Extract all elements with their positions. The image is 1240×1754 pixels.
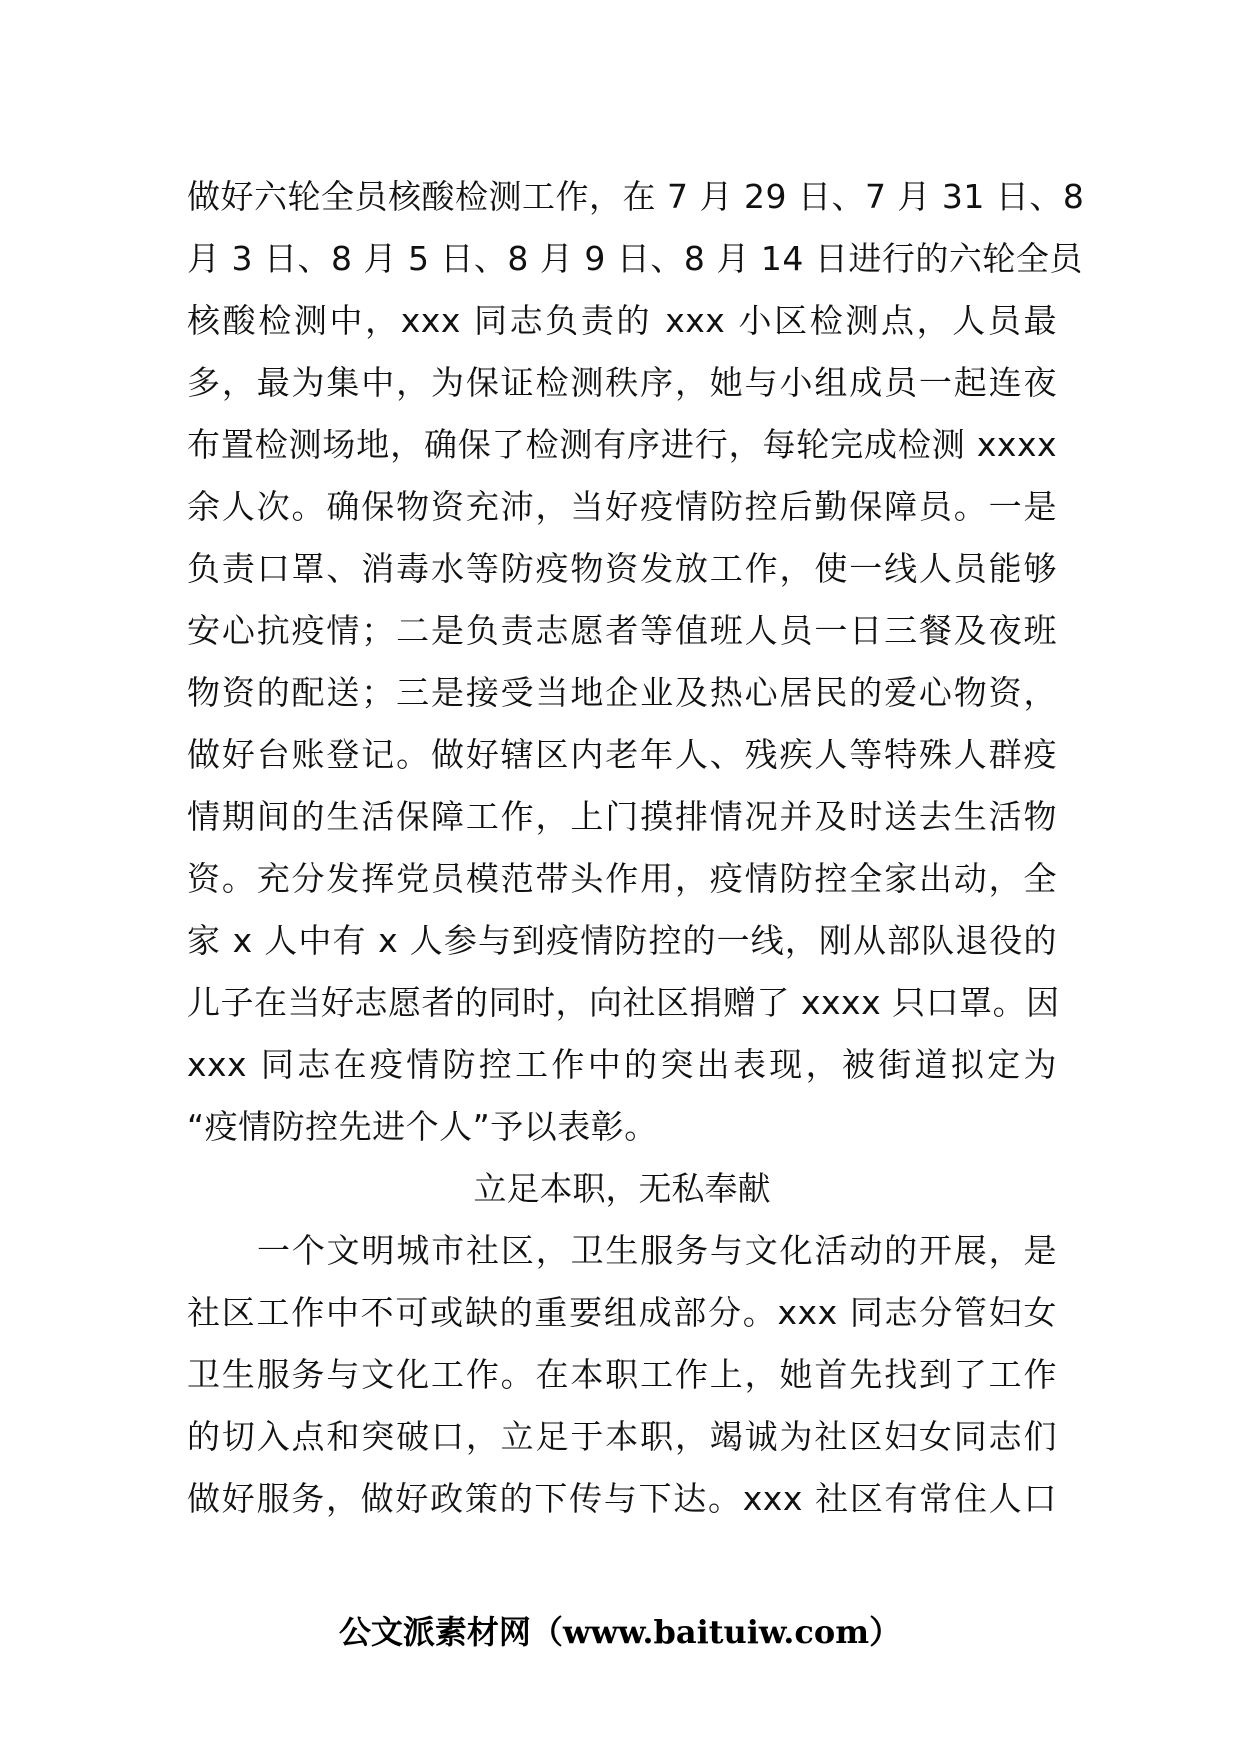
paragraph-2-line-5: 做好服务，做好政策的下传与下达。xxx 社区有常住人口	[187, 1479, 1057, 1518]
paragraph-1-line-5: 布置检测场地，确保了检测有序进行，每轮完成检测 xxxx	[187, 425, 1057, 464]
paragraph-1-line-3: 核酸检测中，xxx 同志负责的 xxx 小区检测点，人员最	[187, 301, 1057, 340]
paragraph-1-line-1: 做好六轮全员核酸检测工作，在 7 月 29 日、7 月 31 日、8	[187, 177, 1085, 216]
paragraph-1-line-14: 儿子在当好志愿者的同时，向社区捐赠了 xxxx 只口罩。因	[187, 983, 1060, 1022]
section-heading: 立足本职，无私奉献	[473, 1169, 771, 1208]
paragraph-1-line-8: 安心抗疫情；二是负责志愿者等值班人员一日三餐及夜班	[187, 611, 1057, 650]
paragraph-2-line-2: 社区工作中不可或缺的重要组成部分。xxx 同志分管妇女	[187, 1293, 1057, 1332]
paragraph-1-line-16: “疫情防控先进个人”予以表彰。	[187, 1107, 658, 1146]
paragraph-2-line-4: 的切入点和突破口，立足于本职，竭诚为社区妇女同志们	[187, 1417, 1057, 1456]
paragraph-1-line-15: xxx 同志在疫情防控工作中的突出表现，被街道拟定为	[187, 1045, 1057, 1084]
paragraph-2-line-1: 一个文明城市社区，卫生服务与文化活动的开展，是	[257, 1231, 1057, 1270]
paragraph-1	[187, 166, 1085, 1158]
paragraph-2	[187, 1220, 1057, 1530]
paragraph-1-line-6: 余人次。确保物资充沛，当好疫情防控后勤保障员。一是	[187, 487, 1057, 526]
paragraph-1-line-13: 家 x 人中有 x 人参与到疫情防控的一线，刚从部队退役的	[187, 921, 1057, 960]
document-body	[187, 166, 1085, 1530]
paragraph-1-line-4: 多，最为集中，为保证检测秩序，她与小组成员一起连夜	[187, 363, 1057, 402]
footer-watermark: 公文派素材网（www.baituiw.com）	[338, 1613, 902, 1651]
paragraph-1-line-12: 资。充分发挥党员模范带头作用，疫情防控全家出动，全	[187, 859, 1057, 898]
paragraph-2-line-3: 卫生服务与文化工作。在本职工作上，她首先找到了工作	[187, 1355, 1057, 1394]
paragraph-1-line-11: 情期间的生活保障工作，上门摸排情况并及时送去生活物	[187, 797, 1057, 836]
paragraph-1-line-9: 物资的配送；三是接受当地企业及热心居民的爱心物资，	[187, 673, 1057, 712]
paragraph-1-line-7: 负责口罩、消毒水等防疫物资发放工作，使一线人员能够	[187, 549, 1057, 588]
paragraph-1-line-2: 月 3 日、8 月 5 日、8 月 9 日、8 月 14 日进行的六轮全员	[187, 239, 1083, 278]
paragraph-1-line-10: 做好台账登记。做好辖区内老年人、残疾人等特殊人群疫	[187, 735, 1057, 774]
